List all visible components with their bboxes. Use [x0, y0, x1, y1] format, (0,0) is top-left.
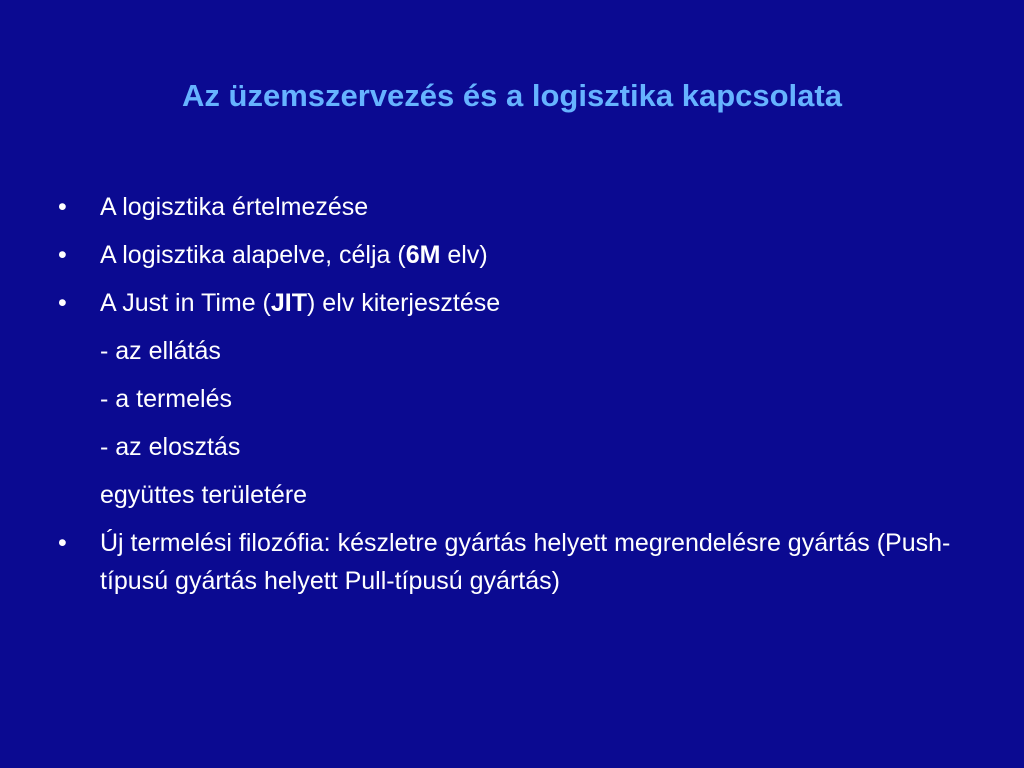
- sub-line-production: - a termelés: [100, 385, 232, 413]
- bullet-item-6m-principle: [58, 236, 978, 274]
- bullet-text-bold: 6M: [405, 241, 441, 269]
- bullet-icon: •: [58, 193, 67, 221]
- sub-line-supply: - az ellátás: [100, 337, 221, 365]
- bullet-item-logistics-definition: [58, 188, 978, 226]
- bullet-icon: •: [58, 529, 67, 557]
- bullet-text-before: A logisztika alapelve, célja (: [100, 241, 406, 269]
- bullet-icon: •: [58, 241, 67, 269]
- sub-line-distribution: - az elosztás: [100, 433, 241, 461]
- slide-title: Az üzemszervezés és a logisztika kapcsolata: [182, 78, 842, 113]
- bullet-text: A logisztika értelmezése: [100, 193, 369, 221]
- bullet-icon: •: [58, 289, 67, 317]
- bullet-text-bold: JIT: [270, 289, 308, 317]
- bullet-text: Új termelési filozófia: készletre gyártás helyett megrendelésre gyártás (Push-típusú gyártás helyett Pull-típusú gyártás): [100, 529, 951, 595]
- sub-line-combined-area: együttes területére: [100, 481, 308, 509]
- slide-content: [58, 188, 978, 610]
- bullet-text-after: elv): [440, 241, 488, 269]
- bullet-item-jit-principle: [58, 284, 978, 322]
- bullet-item-new-production-philosophy: [58, 524, 978, 600]
- bullet-text-before: A Just in Time (: [100, 289, 271, 317]
- bullet-text-after: ) elv kiterjesztése: [307, 289, 501, 317]
